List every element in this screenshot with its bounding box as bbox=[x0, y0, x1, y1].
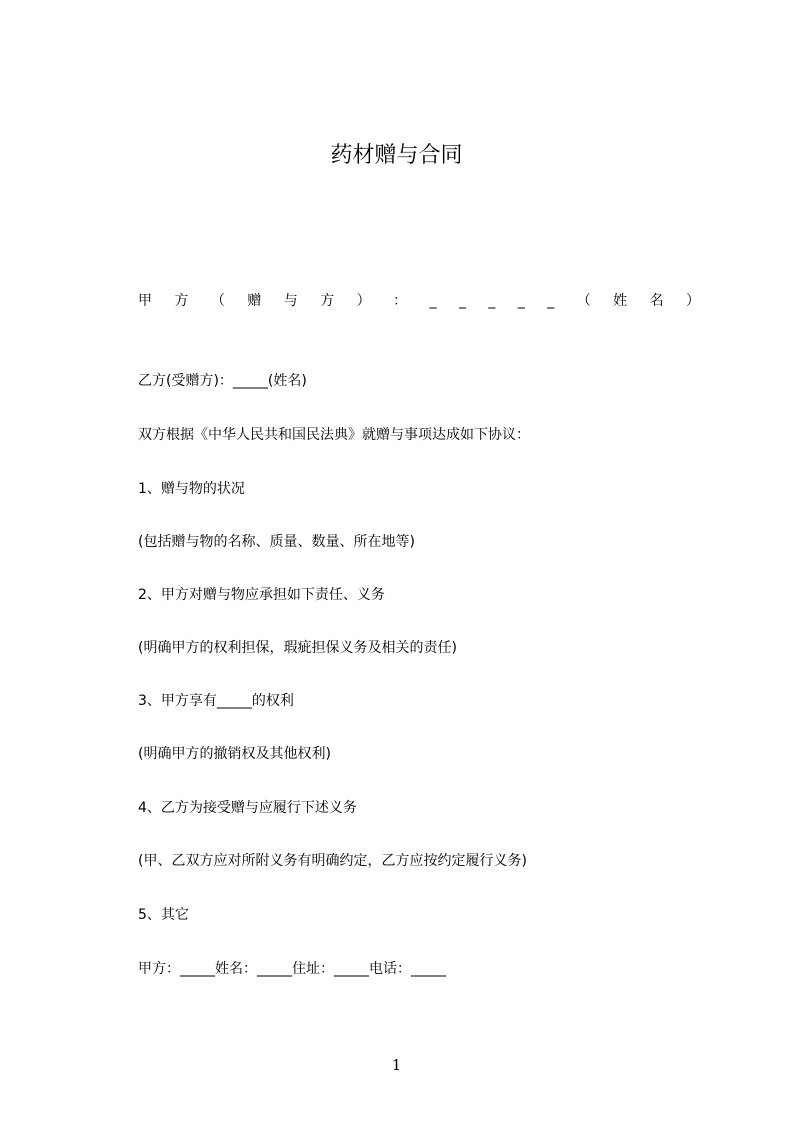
page-number: 1 bbox=[391, 1056, 402, 1074]
clause-1-heading: 1、赠与物的状况 bbox=[138, 481, 245, 497]
document-title: 药材赠与合同 bbox=[330, 143, 463, 168]
char: _ bbox=[517, 293, 525, 309]
char: 名 bbox=[649, 293, 664, 309]
party-b-line: 乙方(受赠方)：_____(姓名) bbox=[138, 373, 307, 389]
party-a-signature-line: 甲方：_____姓名：_____住址：_____电话：_____ bbox=[138, 961, 446, 977]
char: 与 bbox=[283, 293, 298, 309]
char: （ bbox=[210, 293, 225, 309]
char: 赠 bbox=[247, 293, 262, 309]
char: 甲 bbox=[138, 293, 152, 309]
char: （ bbox=[576, 293, 591, 309]
char: 姓 bbox=[613, 293, 628, 309]
char: ： bbox=[393, 293, 408, 309]
char: _ bbox=[547, 293, 555, 309]
intro-paragraph: 双方根据《中华人民共和国民法典》就赠与事项达成如下协议： bbox=[138, 427, 530, 443]
char: _ bbox=[429, 293, 437, 309]
clause-3-heading: 3、甲方享有_____的权利 bbox=[138, 693, 294, 709]
clause-4-note: (甲、乙双方应对所附义务有明确约定，乙方应按约定履行义务) bbox=[138, 853, 527, 869]
char: 方 bbox=[174, 293, 189, 309]
char: ） bbox=[686, 293, 700, 309]
clause-5-heading: 5、其它 bbox=[138, 907, 189, 923]
clause-2-note: (明确甲方的权利担保，瑕疵担保义务及相关的责任) bbox=[138, 640, 457, 656]
char: _ bbox=[458, 293, 466, 309]
clause-3-note: (明确甲方的撤销权及其他权利) bbox=[138, 746, 331, 762]
char: ） bbox=[356, 293, 371, 309]
clause-4-heading: 4、乙方为接受赠与应履行下述义务 bbox=[138, 800, 357, 816]
char: 方 bbox=[320, 293, 335, 309]
clause-1-note: (包括赠与物的名称、质量、数量、所在地等) bbox=[138, 534, 415, 550]
clause-2-heading: 2、甲方对赠与物应承担如下责任、义务 bbox=[138, 587, 385, 603]
char: _ bbox=[488, 293, 496, 309]
party-a-line bbox=[138, 290, 700, 312]
